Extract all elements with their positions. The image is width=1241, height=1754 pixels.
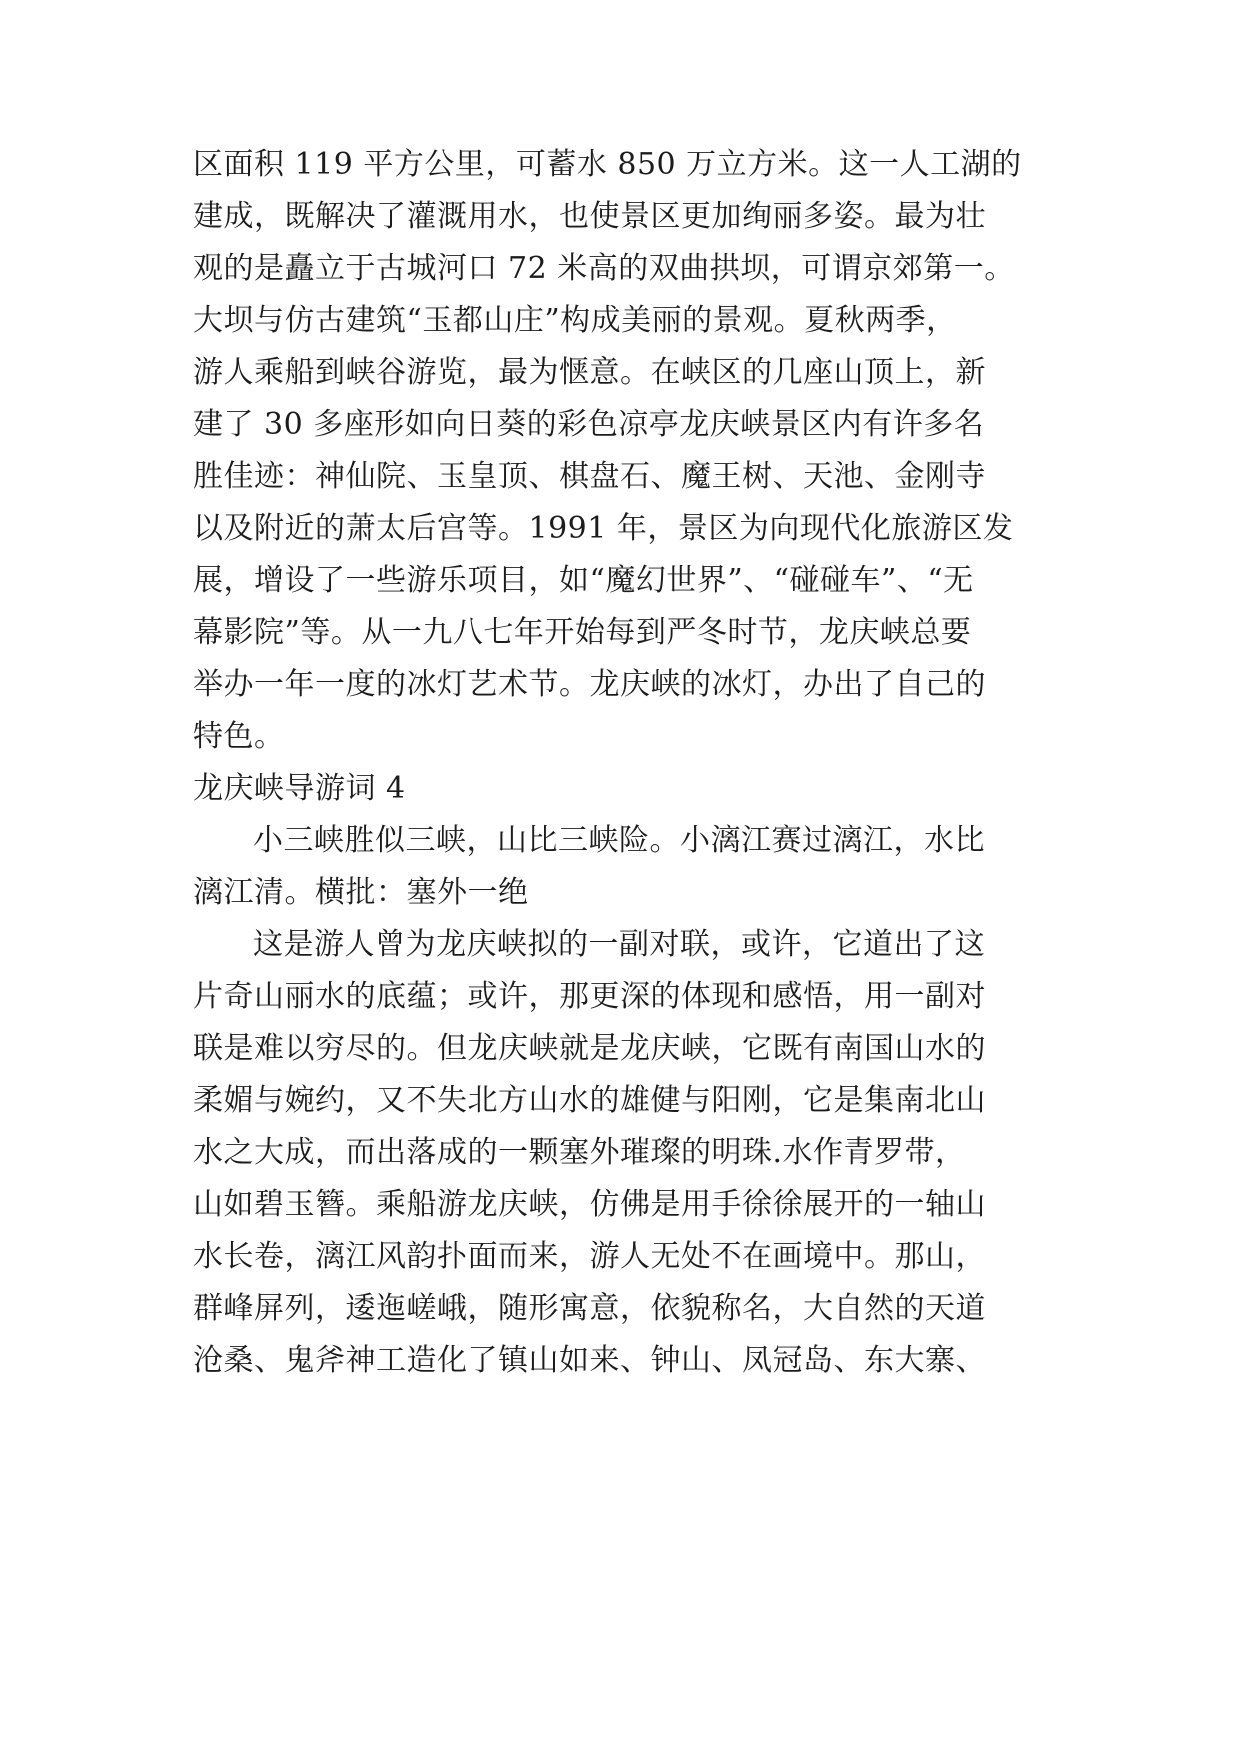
text-line: 片奇山丽水的底蕴；或许，那更深的体现和感悟，用一副对 (193, 979, 986, 1014)
text-line: 这是游人曾为龙庆峡拟的一副对联，或许，它道出了这 (253, 927, 985, 962)
text-line: 举办一年一度的冰灯艺术节。龙庆峡的冰灯，办出了自己的 (193, 667, 986, 702)
text-line: 山如碧玉簪。乘船游龙庆峡，仿佛是用手徐徐展开的一轴山 (193, 1187, 986, 1222)
section-heading: 龙庆峡导游词 4 (193, 771, 406, 806)
text-line: 以及附近的萧太后宫等。1991 年，景区为向现代化旅游区发 (193, 511, 1014, 546)
text-line: 群峰屏列，逶迤嵯峨，随形寓意，依貌称名，大自然的天道 (193, 1291, 986, 1326)
text-line: 游人乘船到峡谷游览，最为惬意。在峡区的几座山顶上，新 (193, 355, 986, 390)
text-line: 幕影院”等。从一九八七年开始每到严冬时节，龙庆峡总要 (193, 615, 972, 650)
text-line: 展，增设了一些游乐项目，如“魔幻世界”、“碰碰车”、“无 (193, 563, 974, 598)
text-line: 沧桑、鬼斧神工造化了镇山如来、钟山、凤冠岛、东大寨、 (193, 1343, 986, 1378)
text-line: 大坝与仿古建筑“玉都山庄”构成美丽的景观。夏秋两季， (193, 303, 957, 338)
text-line: 观的是矗立于古城河口 72 米高的双曲拱坝，可谓京郊第一。 (193, 251, 1015, 286)
text-line: 建成，既解决了灌溉用水，也使景区更加绚丽多姿。最为壮 (193, 199, 986, 234)
text-line: 联是难以穷尽的。但龙庆峡就是龙庆峡，它既有南国山水的 (193, 1031, 986, 1066)
text-line: 建了 30 多座形如向日葵的彩色凉亭龙庆峡景区内有许多名 (193, 407, 985, 442)
text-line: 胜佳迹：神仙院、玉皇顶、棋盘石、魔王树、天池、金刚寺 (193, 459, 986, 494)
text-line: 特色。 (193, 719, 285, 754)
text-line: 区面积 119 平方公里，可蓄水 850 万立方米。这一人工湖的 (193, 147, 1022, 182)
text-line: 水长卷，漓江风韵扑面而来，游人无处不在画境中。那山， (193, 1239, 986, 1274)
text-line: 漓江清。横批：塞外一绝 (193, 875, 529, 910)
text-line: 水之大成，而出落成的一颗塞外璀璨的明珠.水作青罗带， (193, 1135, 966, 1170)
text-line: 柔媚与婉约，又不失北方山水的雄健与阳刚，它是集南北山 (193, 1083, 986, 1118)
text-line: 小三峡胜似三峡，山比三峡险。小漓江赛过漓江，水比 (253, 823, 985, 858)
